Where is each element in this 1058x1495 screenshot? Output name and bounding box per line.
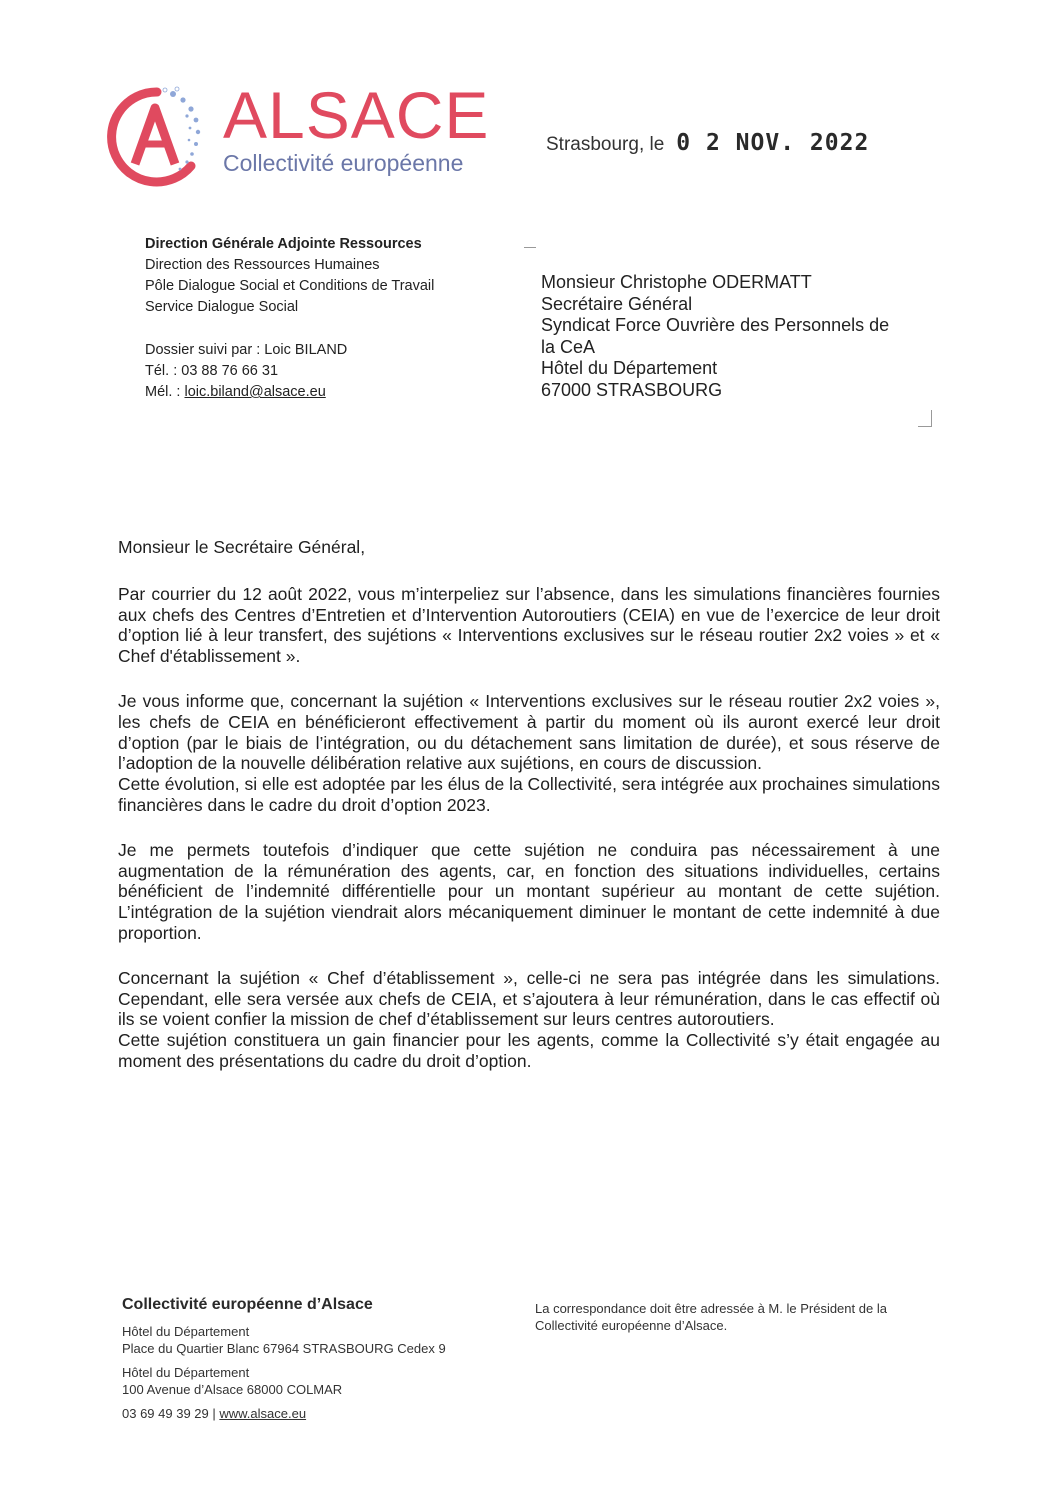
salutation: Monsieur le Secrétaire Général, xyxy=(118,537,366,557)
recipient-line: 67000 STRASBOURG xyxy=(541,379,723,400)
body-paragraph: Je me permets toutefois d’indiquer que cette sujétion ne conduira pas nécessairement à une augmentation de la rémunération des agents, car, en fonction des situations individuelles, certains bénéficient de l’indemnité différentielle pour un montant supérieur au montant de cette sujétion. L’intégration de la sujétion viendrait alors mécaniquement diminuer le montant de cette indemnité à due proportion. xyxy=(118,839,940,943)
alsace-emblem-icon xyxy=(95,80,220,190)
sender-line: Direction des Ressources Humaines xyxy=(145,257,380,273)
scan-mark xyxy=(918,426,932,427)
sender-line: Pôle Dialogue Social et Conditions de Travail xyxy=(145,278,435,294)
footer-note: La correspondance doit être adressée à M. le Président de la Collectivité européenne d’Alsace. xyxy=(535,1301,887,1333)
footer-line: Hôtel du Département xyxy=(122,1324,250,1339)
sender-department: Direction Générale Adjointe Ressources xyxy=(145,236,422,252)
logo-wordmark: ALSACE xyxy=(223,78,490,152)
scan-mark xyxy=(524,247,536,248)
date-stamp: 0 2 NOV. 2022 xyxy=(676,130,870,156)
footer-website-link[interactable]: www.alsace.eu xyxy=(219,1406,307,1421)
letter-body xyxy=(118,537,940,1096)
sender-block xyxy=(145,234,434,318)
body-paragraph: Par courrier du 12 août 2022, vous m’interpeliez sur l’absence, dans les simulations financières fournies aux chefs des Centres d’Entretien et d’Intervention Autoroutiers (CEIA) en vue de l’exercice de leur droit d’option lié à leur transfert, des sujétions « Interventions exclusives sur le réseau routier 2x2 voies » et « Chef d'établissement ». xyxy=(118,583,940,667)
footer-address xyxy=(122,1296,446,1422)
recipient-line: Monsieur Christophe ODERMATT xyxy=(541,272,812,292)
followed-by: Dossier suivi par : Loic BILAND xyxy=(145,342,348,358)
footer-line: Place du Quartier Blanc 67964 STRASBOURG Cedex 9 xyxy=(122,1341,446,1356)
footer-phone: 03 69 49 39 29 | xyxy=(122,1406,220,1421)
body-paragraph: Je vous informe que, concernant la sujétion « Interventions exclusives sur le réseau routier 2x2 voies », les chefs de CEIA en bénéficieront effectivement à partir du moment où ils auront exercé leur droit d’option (par le biais de l’intégration, ou du détachement sans limitation de durée), et sous réserve de l’adoption de la nouvelle délibération relative aux sujétions, en cours de discussion. xyxy=(118,690,940,774)
date-prefix: Strasbourg, le xyxy=(546,134,665,155)
footer-contact xyxy=(122,1405,446,1422)
footer-org: Collectivité européenne d’Alsace xyxy=(122,1296,373,1313)
sender-line: Service Dialogue Social xyxy=(145,299,299,315)
footer-line: Hôtel du Département xyxy=(122,1365,250,1380)
phone: Tél. : 03 88 76 66 31 xyxy=(145,363,279,379)
alsace-logo xyxy=(95,78,490,190)
email-link[interactable]: loic.biland@alsace.eu xyxy=(184,384,326,400)
recipient-line: Hôtel du Département xyxy=(541,358,718,378)
recipient-line: Syndicat Force Ouvrière des Personnels de xyxy=(541,315,890,335)
footer-line: 100 Avenue d’Alsace 68000 COLMAR xyxy=(122,1382,343,1397)
letter-date xyxy=(546,130,869,156)
email-label: Mél. : xyxy=(145,384,185,400)
email-row xyxy=(145,382,347,403)
scan-mark xyxy=(931,410,932,426)
body-paragraph: Concernant la sujétion « Chef d’établissement », celle-ci ne sera pas intégrée dans les simulations. Cependant, elle sera versée aux chefs de CEIA, et s’ajoutera à leur rémunération, dans le cas effectif où ils se voient confier la mission de chef d’établissement sur leurs centres autoroutiers. xyxy=(118,967,940,1030)
contact-block xyxy=(145,340,347,403)
recipient-line: Secrétaire Général xyxy=(541,293,693,314)
recipient-block xyxy=(541,272,921,401)
body-paragraph: Cette évolution, si elle est adoptée par les élus de la Collectivité, sera intégrée aux prochaines simulations financières dans le cadre du droit d’option 2023. xyxy=(118,774,940,815)
recipient-line: la CeA xyxy=(541,336,596,357)
body-paragraph: Cette sujétion constituera un gain financier pour les agents, comme la Collectivité s’y était engagée au moment des présentations du cadre du droit d’option. xyxy=(118,1030,940,1071)
logo-subtitle: Collectivité européenne xyxy=(223,150,464,176)
